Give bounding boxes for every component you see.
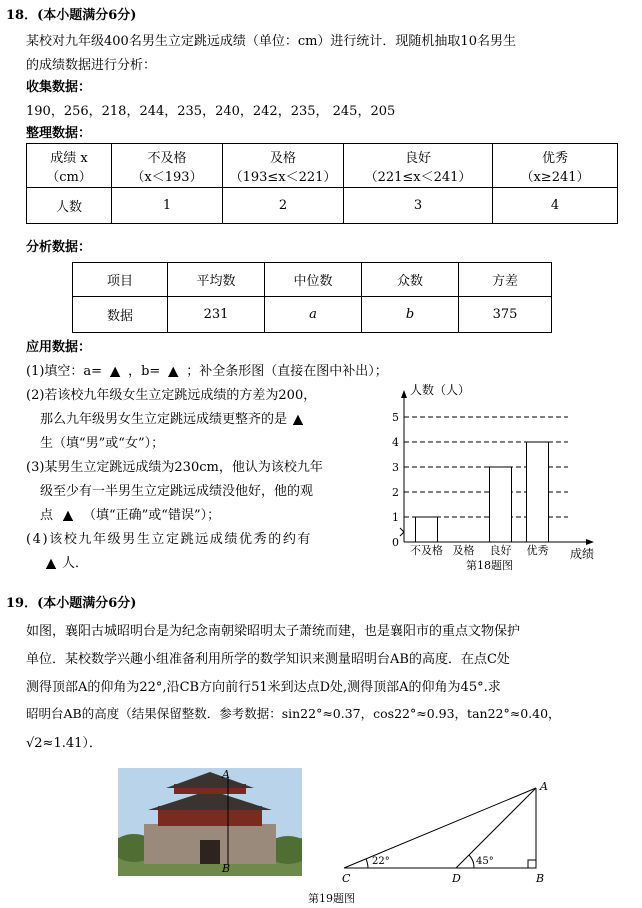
label-d: D xyxy=(452,872,461,885)
bar xyxy=(527,442,549,542)
apply-title: 应用数据： xyxy=(26,340,92,355)
table1-row-label: 人数 xyxy=(27,188,112,224)
y-axis-arrow xyxy=(401,390,407,398)
chart-y-ticks xyxy=(392,411,399,549)
chart-x-categories xyxy=(410,543,549,557)
statistics-table xyxy=(72,262,552,333)
x-category-label: 及格 xyxy=(452,544,475,557)
blank-gender: ▲ xyxy=(293,412,304,427)
tower-photo xyxy=(118,768,302,876)
table2-header-mode: 众数 xyxy=(362,263,459,297)
part2-line1: (2)若该校九年级女生立定跳远成绩的方差为200， xyxy=(26,388,317,403)
analyze-title: 分析数据： xyxy=(26,240,92,255)
x-category-label: 优秀 xyxy=(526,544,549,557)
q19-text-line2: 单位．某校数学兴趣小组准备利用所学的数学知识来测量昭明台AB的高度．在点C处 xyxy=(26,652,510,667)
part3-line2: 级至少有一半男生立定跳远成绩没他好，他的观 xyxy=(40,484,314,499)
blank-excellent: ▲ xyxy=(46,556,56,571)
label-a: A xyxy=(540,780,548,793)
bar-chart xyxy=(380,382,606,572)
triangle-figure xyxy=(330,776,560,890)
chart-xlabel: 成绩 xyxy=(570,547,595,561)
part1: (1)填空：a= ▲ ，b= ▲ ；补全条形图（直接在图中补出）； xyxy=(26,364,388,379)
angle-45: 45° xyxy=(476,856,494,867)
x-category-label: 良好 xyxy=(489,544,512,557)
bar xyxy=(490,467,512,542)
x-axis-arrow xyxy=(586,539,594,545)
collect-data: 190，256，218，244，235，240，242，235， 245，205 xyxy=(26,104,396,119)
y-tick-label: 5 xyxy=(392,411,399,424)
q19-text-line1: 如图，襄阳古城昭明台是为纪念南朝梁昭明太子萧统而建，也是襄阳市的重点文物保护 xyxy=(26,624,521,639)
table1-count-good: 3 xyxy=(344,188,493,224)
blank-opinion: ▲ xyxy=(63,508,74,523)
part4-line1: (4)该校九年级男生立定跳远成绩优秀的约有 xyxy=(26,532,313,547)
table2-median: a xyxy=(265,297,362,333)
q19-text-line5: √2≈1.41）． xyxy=(26,736,102,751)
blank-b: ▲ xyxy=(168,364,179,379)
table1-header-fail: 不及格 （x＜193） xyxy=(112,144,223,188)
y-tick-label: 3 xyxy=(392,461,399,474)
blank-a: ▲ xyxy=(110,364,121,379)
table2-variance: 375 xyxy=(459,297,552,333)
y-tick-label: 2 xyxy=(392,486,399,499)
part4-line2: ▲ 人． xyxy=(40,552,88,571)
chart-caption: 第18题图 xyxy=(466,559,513,572)
part3-line3: 点 ▲ （填“正确”或“错误”）； xyxy=(40,508,221,523)
chart-bars xyxy=(416,442,549,542)
table1-header-score: 成绩 x （cm） xyxy=(27,144,112,188)
q18-intro-line2: 的成绩数据进行分析： xyxy=(26,58,157,73)
table1-header-excellent: 优秀 （x≥241） xyxy=(493,144,618,188)
angle-22: 22° xyxy=(372,856,390,867)
organize-title: 整理数据： xyxy=(26,126,92,141)
part2-line3: 生（填“男”或“女”）； xyxy=(40,436,165,451)
q19-caption: 第19题图 xyxy=(308,892,355,905)
q18-intro-line1: 某校对九年级400名男生立定跳远成绩（单位：cm）进行统计．现随机抽取10名男生 xyxy=(26,34,516,49)
photo-label-b: B xyxy=(222,862,231,875)
y-tick-label: 4 xyxy=(392,436,399,449)
axis-break-mark xyxy=(400,528,404,536)
q19-text-line4: 昭明台AB的高度（结果保留整数．参考数据：sin22°≈0.37，cos22°≈0.93，tan22°≈0.40， xyxy=(26,706,561,721)
table2-header-variance: 方差 xyxy=(459,263,552,297)
q19-header: 19．(本小题满分6分) xyxy=(6,596,137,611)
table2-mean: 231 xyxy=(168,297,265,333)
table2-row-label: 数据 xyxy=(73,297,168,333)
bar xyxy=(416,517,438,542)
x-category-label: 不及格 xyxy=(410,544,443,557)
table1-count-pass: 2 xyxy=(223,188,344,224)
photo-label-a: A xyxy=(222,768,230,781)
q19-text-line3: 测得顶部A的仰角为22°,沿CB方向前行51米到达点D处,测得顶部A的仰角为45°.求 xyxy=(26,680,501,695)
table2-header-item: 项目 xyxy=(73,263,168,297)
part2-line2: 那么九年级男女生立定跳远成绩更整齐的是 ▲ xyxy=(40,408,309,427)
table1-count-excellent: 4 xyxy=(493,188,618,224)
table2-header-mean: 平均数 xyxy=(168,263,265,297)
chart-ylabel: 人数（人） xyxy=(410,383,471,397)
table1-header-pass: 及格 （193≤x＜221） xyxy=(223,144,344,188)
q18-header: 18．(本小题满分6分) xyxy=(6,8,137,23)
frequency-table xyxy=(26,143,618,224)
y-tick-label: 1 xyxy=(392,511,399,524)
label-b: B xyxy=(536,872,545,885)
table1-header-good: 良好 （221≤x＜241） xyxy=(344,144,493,188)
table2-header-median: 中位数 xyxy=(265,263,362,297)
collect-title: 收集数据： xyxy=(26,80,92,95)
table1-count-fail: 1 xyxy=(112,188,223,224)
table2-mode: b xyxy=(362,297,459,333)
label-c: C xyxy=(342,872,351,885)
y-tick-label: 0 xyxy=(392,536,399,549)
part3-line1: (3)某男生立定跳远成绩为230cm，他认为该校九年 xyxy=(26,460,323,475)
